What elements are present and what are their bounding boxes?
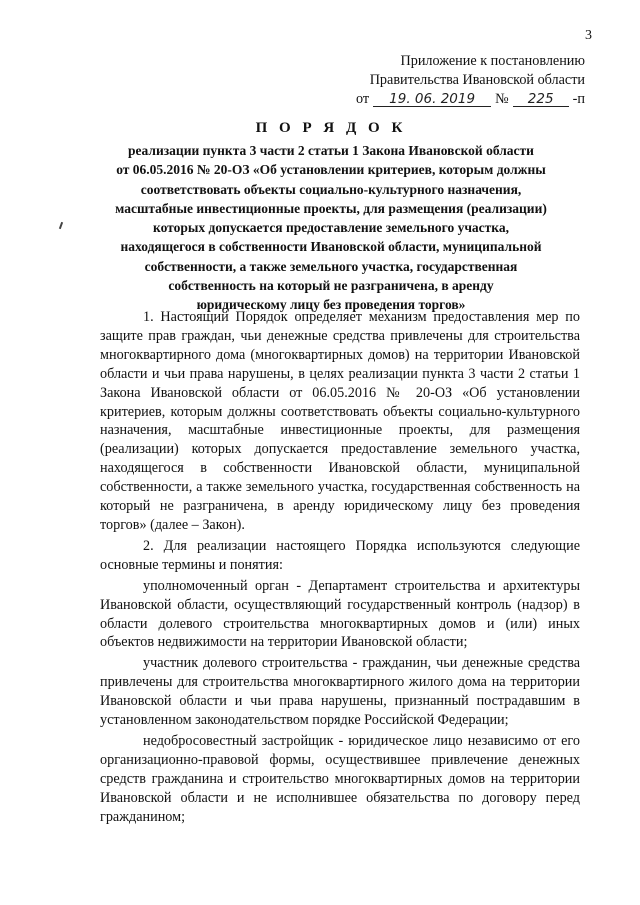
subtitle-line: юридическому лицу без проведения торгов» <box>196 297 466 313</box>
title-block <box>78 120 584 315</box>
definition-unscrupulous-developer: недобросовестный застройщик - юридическое лицо независимо от его организационно-правовой формы, осуществившее привлечение денежных средств гражданина и строительство многоквартирных домов на территории Ивановской области и не исполнившее обязательства по договору перед гражданином; <box>100 732 580 825</box>
date-prefix: от <box>356 91 370 107</box>
subtitle-line: собственности, а также земельного участка, государственная <box>144 258 518 274</box>
annex-date-row <box>300 90 585 109</box>
document-title: П О Р Я Д О К <box>255 120 407 136</box>
annex-block <box>300 52 585 109</box>
subtitle-line: находящегося в собственности Ивановской области, муниципальной <box>120 239 542 255</box>
subtitle-line: собственность на который не разграничена, в аренду <box>168 278 494 294</box>
handwritten-date: 19. 06. 2019 <box>373 92 491 107</box>
definition-participant: участник долевого строительства - гражданин, чьи денежные средства привлечены для строительства многоквартирного жилого дома на территории Ивановской области и чьи права нарушены, признанный пострадавшим в установленном законодательством порядке Российской Федерации; <box>100 655 580 729</box>
paragraph-2: 2. Для реализации настоящего Порядка используются следующие основные термины и понятия: <box>100 537 580 573</box>
paragraph-1: 1. Настоящий Порядок определяет механизм предоставления мер по защите прав граждан, чьи денежные средства привлечены для строительства многоквартирного дома (многоквартирных домов) на территории Ивановской области и чьи права нарушены, в целях реализации пункта 3 части 2 статьи 1 Закона Ивановской области от 06.05.2016 № 20-ОЗ «Об установлении критериев, которым должны соответствовать объекты социально-культурного назначения, масштабные инвестиционные проекты, для размещения (реализации) которых допускается предоставление земельного участка, находящегося в собственности Ивановской области, муниципальной собственности, а также земельного участка, государственная собственность на который не разграничена, в аренду юридическому лицу без проведения торгов» (далее – Закон). <box>100 309 580 533</box>
subtitle-line: реализации пункта 3 части 2 статьи 1 Закона Ивановской области <box>128 143 534 158</box>
number-sign: № <box>495 91 509 107</box>
handwritten-number: 225 <box>513 92 569 107</box>
subtitle-line: соответствовать объекты социально-культурного назначения, <box>140 181 522 197</box>
document-body <box>100 308 580 826</box>
annex-line-2: Правительства Ивановской области <box>369 72 585 88</box>
annex-line-1: Приложение к постановлению <box>400 53 585 69</box>
page-number: 3 <box>585 28 592 43</box>
subtitle-line: которых допускается предоставление земельного участка, <box>152 220 510 236</box>
number-suffix: -п <box>572 91 585 107</box>
subtitle-line: масштабные инвестиционные проекты, для размещения (реализации) <box>115 200 547 216</box>
stray-mark <box>59 222 63 229</box>
definition-authorized-body: уполномоченный орган - Департамент строительства и архитектуры Ивановской области, осуществляющий государственный контроль (надзор) в области долевого строительства многоквартирных домов и (или) иных объектов недвижимости на территории Ивановской области; <box>100 577 580 651</box>
subtitle-line: от 06.05.2016 № 20-ОЗ «Об установлении критериев, которым должны <box>116 162 546 178</box>
